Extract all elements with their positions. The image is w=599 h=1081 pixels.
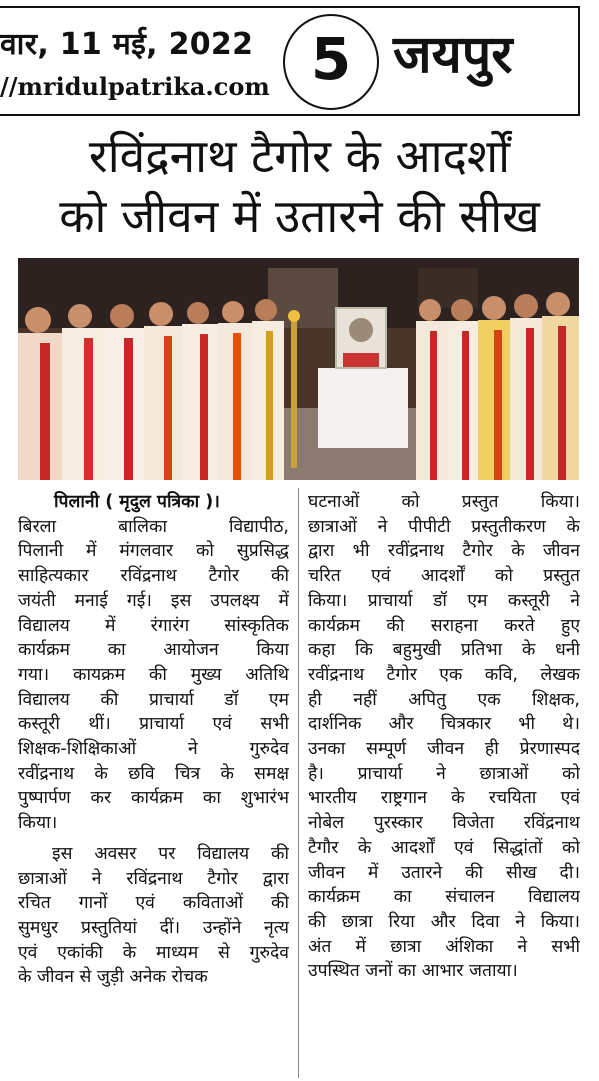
article-text-line: एवं एकांकी के माध्यम से गुरुदेव: [18, 942, 289, 963]
article-text-line: किया। प्राचार्या डॉ एम कस्तूरी ने: [308, 590, 580, 611]
right-paragraph: [308, 490, 580, 984]
masthead: [0, 6, 580, 116]
article-text-line: जयंती मनाई गई। इस उपलक्ष्य में: [18, 590, 289, 611]
article-text-line: शिक्षक-शिक्षिकाओं ने गुरुदेव: [18, 739, 289, 760]
article-headline: [0, 126, 599, 246]
article-text-line: गया। कायक्रम की मुख्य अतिथि: [18, 664, 289, 685]
article-text-line: ही नहीं अपितु एक शिक्षक,: [308, 689, 580, 710]
page-number-badge: [283, 14, 379, 110]
article-text-line: रवींद्रनाथ टैगोर एक कवि, लेखक: [308, 664, 580, 685]
article-text-line: सुमधुर प्रस्तुतियां दीं। उन्होंने नृत्य: [18, 917, 289, 938]
article-text-line: कस्तूरी थीं। प्राचार्या एवं सभी: [18, 714, 289, 735]
group-photo-icon: [18, 258, 579, 480]
article-text-line: कार्यक्रम का आयोजन किया: [18, 640, 289, 661]
article-text-line: द्वारा भी रवींद्रनाथ टैगोर के जीवन: [308, 541, 580, 562]
left-paragraph-1: [18, 515, 289, 842]
article-text-line: विद्यालय की प्राचार्या डॉ एम: [18, 689, 289, 710]
article-text-line: छात्राओं ने रविंद्रनाथ टैगोर द्वारा: [18, 868, 289, 889]
article-text-line: टैगौर के आदर्शों एवं सिद्धांतों को: [308, 837, 580, 858]
article-text-line: जीवन में उतारने की सीख दी।: [308, 862, 580, 883]
article-text-line: कार्यक्रम की सराहना करते हुए: [308, 615, 580, 636]
event-photo: [18, 258, 579, 480]
article-text-line: कहा कि बहुमुखी प्रतिभा के धनी: [308, 640, 580, 661]
page-number: 5: [310, 25, 352, 93]
article-text-line: नोबेल पुरस्कार विजेता रविंद्रनाथ: [308, 813, 580, 834]
article-text-line: उपस्थित जनों का आभार जताया।: [308, 961, 518, 982]
headline-line-2: को जीवन में उतारने की सीख: [59, 189, 540, 243]
article-column-right: [308, 490, 580, 984]
issue-date: वार, 11 मई, 2022: [0, 27, 254, 62]
website-url[interactable]: //mridulpatrika.com: [0, 72, 270, 101]
article-text-line: विद्यालय में रंगारंग सांस्कृतिक: [18, 615, 289, 636]
article-text-line: पिलानी में मंगलवार को सुप्रसिद्ध: [18, 541, 289, 562]
article-column-left: [18, 490, 289, 990]
left-paragraph-2: [18, 842, 289, 990]
article-text-line: अंत में छात्रा अंशिका ने सभी: [308, 936, 580, 957]
article-text-line: दार्शनिक और चित्रकार भी थे।: [308, 714, 580, 735]
article-text-line: भारतीय राष्ट्रगान के रचयिता एवं: [308, 788, 580, 809]
article-text-line: पुष्पार्पण कर कार्यक्रम का शुभारंभ: [18, 788, 289, 809]
article-text-line: उनका सम्पूर्ण जीवन ही प्रेरणास्पद: [308, 739, 580, 760]
article-text-line: साहित्यकार रविंद्रनाथ टैगोर की: [18, 566, 289, 587]
article-text-line: इस अवसर पर विद्यालय की: [52, 843, 289, 864]
article-text-line: के जीवन से जुड़ी अनेक रोचक: [18, 967, 208, 988]
article-dateline: पिलानी ( मृदुल पत्रिका )।: [54, 492, 220, 512]
article-text-line: है। प्राचार्या ने छात्राओं को: [308, 763, 580, 784]
article-text-line: किया।: [18, 813, 58, 834]
article-text-line: बिरला बालिका विद्यापीठ,: [18, 516, 289, 537]
article-text-line: छात्राओं ने पीपीटी प्रस्तुतीकरण के: [308, 516, 580, 537]
article-text-line: रचित गानों एवं कविताओं की: [18, 893, 289, 914]
column-divider: [298, 488, 299, 1078]
article-text-line: की छात्रा रिया और दिवा ने किया।: [308, 911, 580, 932]
article-text-line: रवींद्रनाथ के छवि चित्र के समक्ष: [18, 763, 289, 784]
edition-city: जयपुर: [393, 25, 513, 85]
article-text-line: कार्यक्रम का संचालन विद्यालय: [308, 887, 580, 908]
article-text-line: चरित एवं आदर्शों को प्रस्तुत: [308, 566, 580, 587]
article-text-line: घटनाओं को प्रस्तुत किया।: [308, 492, 580, 512]
headline-line-1: रविंद्रनाथ टैगोर के आदर्शों: [88, 129, 511, 183]
